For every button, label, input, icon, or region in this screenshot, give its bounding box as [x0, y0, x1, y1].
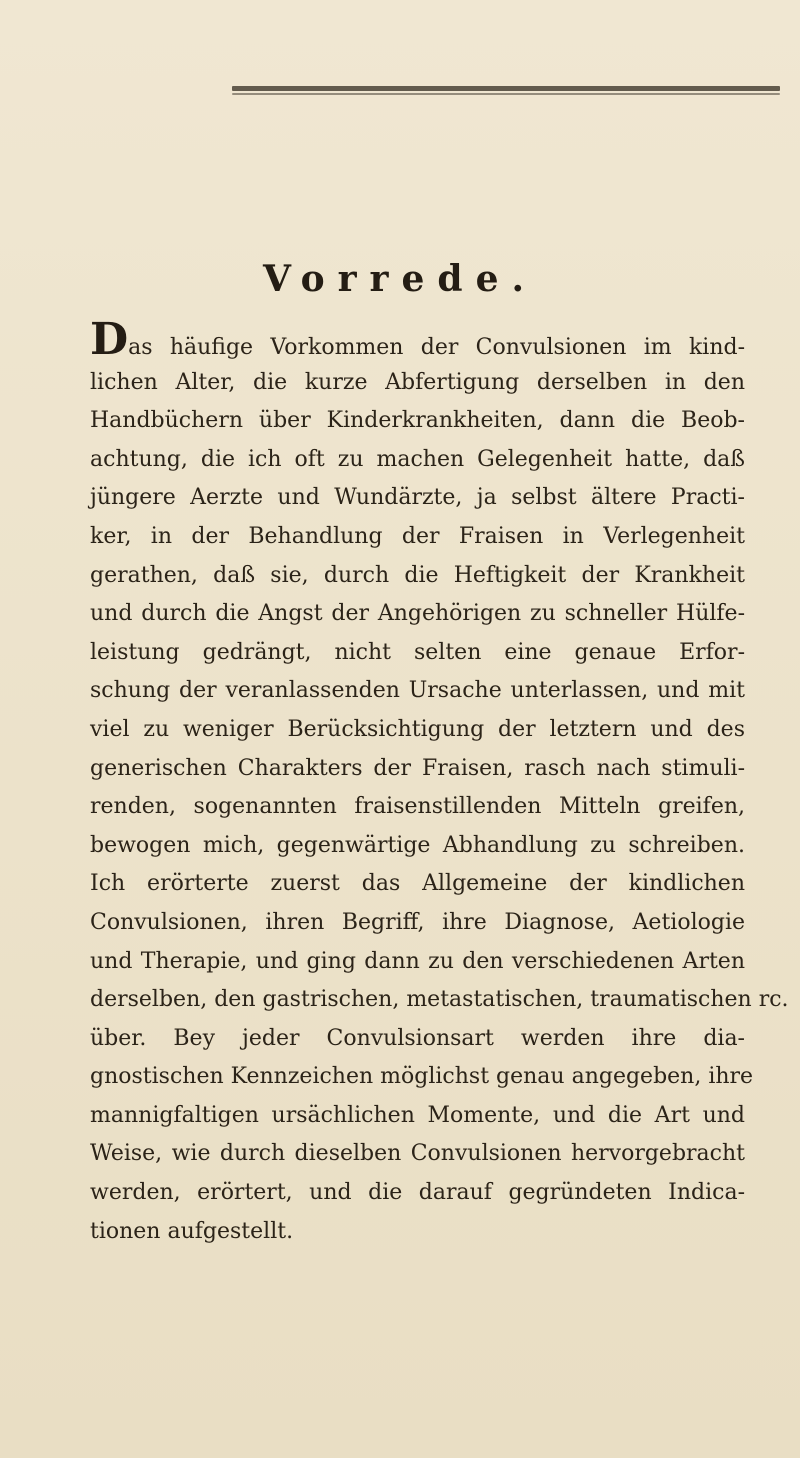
top-rule — [232, 86, 780, 91]
text-line: mannigfaltigen ursächlichen Momente, und die Art und — [90, 1102, 745, 1128]
text-line: renden, sogenannten fraisenstillenden Mitteln greifen, — [90, 794, 745, 820]
text-line: Convulsionen, ihren Begriff, ihre Diagnose, Aetiologie — [90, 909, 745, 935]
body-paragraph — [90, 314, 789, 1251]
text-line: Weise, wie durch dieselben Convulsionen hervorgebracht — [90, 1141, 745, 1167]
text-line: Ich erörterte zuerst das Allgemeine der kindlichen — [90, 871, 745, 897]
text-line: Handbüchern über Kinderkrankheiten, dann die Beob- — [90, 408, 745, 434]
text-line: schung der veranlassenden Ursache unterlassen, und mit — [90, 678, 745, 704]
text-line: jüngere Aerzte und Wundärzte, ja selbst ältere Practi- — [90, 485, 745, 511]
text-line: lichen Alter, die kurze Abfertigung derselben in den — [90, 369, 745, 395]
text-line: viel zu weniger Berücksichtigung der letztern und des — [90, 716, 745, 742]
text-line: tionen aufgestellt. — [90, 1218, 294, 1244]
text-line: gnostischen Kennzeichen möglichst genau angegeben, ihre — [90, 1064, 754, 1090]
top-rule-thin — [232, 93, 780, 95]
text-line: und Therapie, und ging dann zu den verschiedenen Arten — [90, 948, 745, 974]
text-line: achtung, die ich oft zu machen Gelegenheit hatte, daß — [90, 446, 745, 472]
text-line: und durch die Angst der Angehörigen zu schneller Hülfe- — [90, 601, 745, 627]
text-line — [90, 314, 745, 365]
text-line: leistung gedrängt, nicht selten eine genaue Erfor- — [90, 639, 745, 665]
text-line: ker, in der Behandlung der Fraisen in Verlegenheit — [90, 523, 745, 549]
initial-letter: D — [90, 314, 129, 365]
text-line: werden, erörtert, und die darauf gegründeten Indica- — [90, 1180, 745, 1206]
text-line: gerathen, daß sie, durch die Heftigkeit der Krankheit — [90, 562, 745, 588]
text-line: über. Bey jeder Convulsionsart werden ihre dia- — [90, 1025, 745, 1051]
page-heading: Vorrede. — [262, 258, 538, 300]
text-line-content: as häufige Vorkommen der Convulsionen im kind- — [128, 335, 745, 360]
text-line: generischen Charakters der Fraisen, rasch nach stimuli- — [90, 755, 745, 781]
text-line: bewogen mich, gegenwärtige Abhandlung zu schreiben. — [90, 832, 745, 858]
text-line: derselben, den gastrischen, metastatischen, traumatischen rc. — [90, 987, 789, 1013]
